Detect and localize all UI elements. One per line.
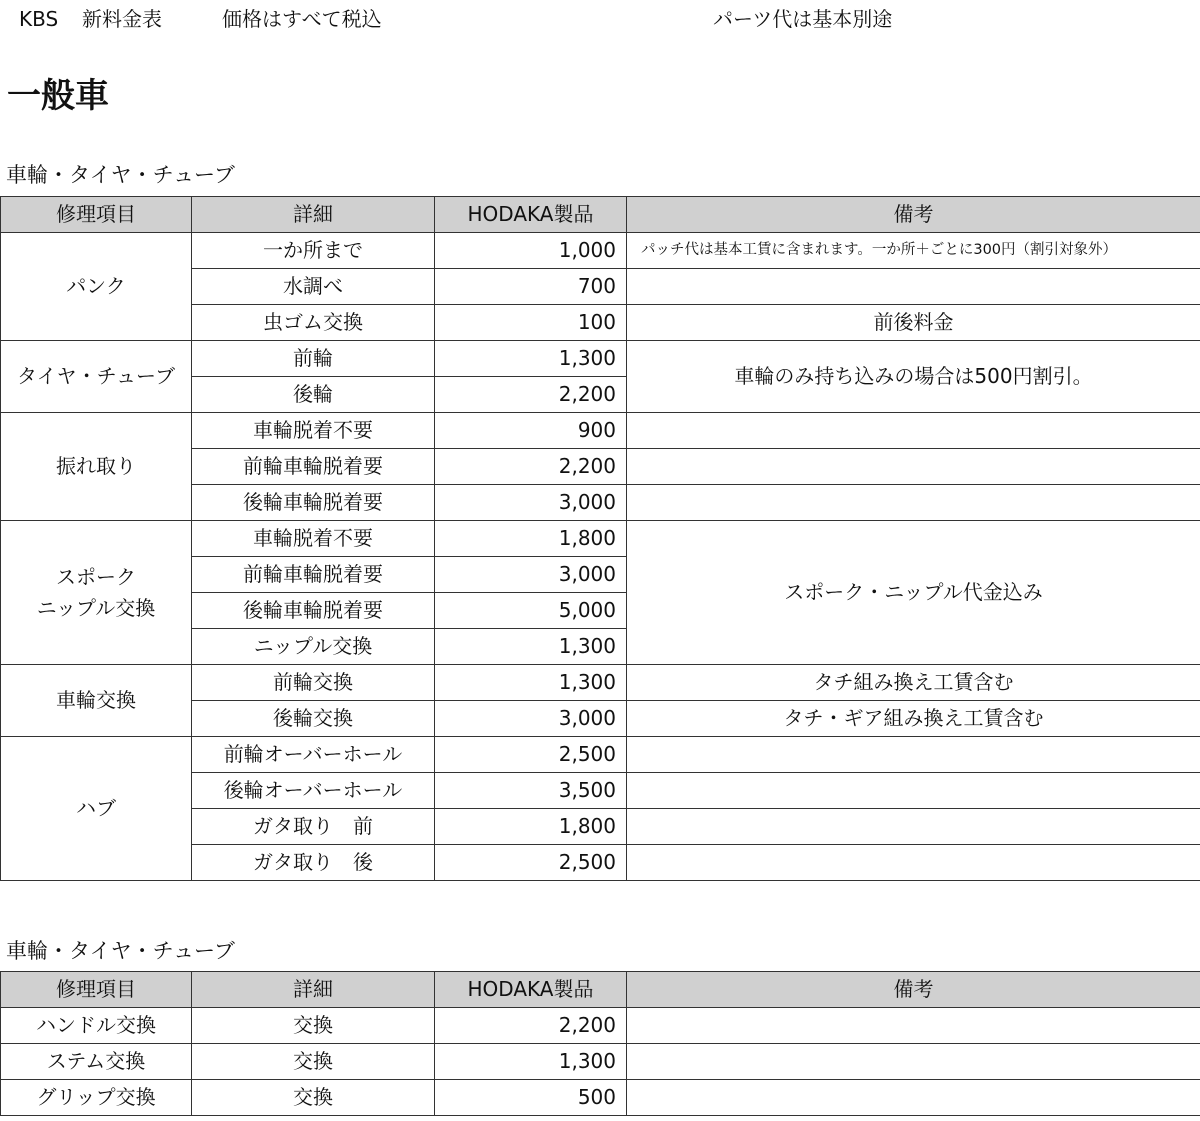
detail-cell: 後輪車輪脱着要 xyxy=(192,485,435,521)
price-cell: 1,300 xyxy=(435,341,627,377)
repair-item-cell xyxy=(1,521,192,665)
tax-note: 価格はすべて税込 xyxy=(222,7,382,31)
price-cell: 100 xyxy=(435,305,627,341)
price-cell: 2,200 xyxy=(435,377,627,413)
detail-cell: 虫ゴム交換 xyxy=(192,305,435,341)
note-cell xyxy=(627,809,1200,845)
detail-cell: 車輪脱着不要 xyxy=(192,521,435,557)
price-cell: 2,500 xyxy=(435,737,627,773)
price-cell: 1,300 xyxy=(435,1044,627,1080)
column-header-item: 修理項目 xyxy=(1,197,192,233)
table-row xyxy=(1,1044,1200,1080)
price-table-handle xyxy=(0,971,1200,1116)
detail-cell: 交換 xyxy=(192,1008,435,1044)
price-cell: 1,000 xyxy=(435,233,627,269)
table-header-row xyxy=(1,972,1200,1008)
repair-item-cell: 車輪交換 xyxy=(1,665,192,737)
price-cell: 1,300 xyxy=(435,665,627,701)
table-row xyxy=(1,521,1200,557)
detail-cell: 交換 xyxy=(192,1080,435,1116)
repair-item-cell: パンク xyxy=(1,233,192,341)
column-header-note: 備考 xyxy=(627,972,1200,1008)
detail-cell: 交換 xyxy=(192,1044,435,1080)
note-cell: タチ・ギア組み換え工賃含む xyxy=(627,701,1200,737)
repair-item-cell: ハンドル交換 xyxy=(1,1008,192,1044)
detail-cell: 車輪脱着不要 xyxy=(192,413,435,449)
price-cell: 3,500 xyxy=(435,773,627,809)
detail-cell: 前輪交換 xyxy=(192,665,435,701)
detail-cell: 前輪車輪脱着要 xyxy=(192,449,435,485)
note-cell xyxy=(627,1008,1200,1044)
note-cell: 車輪のみ持ち込みの場合は500円割引。 xyxy=(627,341,1200,413)
price-cell: 2,200 xyxy=(435,449,627,485)
price-cell: 1,800 xyxy=(435,809,627,845)
repair-item-cell: ハブ xyxy=(1,737,192,881)
detail-cell: 前輪車輪脱着要 xyxy=(192,557,435,593)
repair-item-cell: グリップ交換 xyxy=(1,1080,192,1116)
detail-cell: 前輪オーバーホール xyxy=(192,737,435,773)
note-cell xyxy=(627,1044,1200,1080)
column-header-price: HODAKA製品 xyxy=(435,972,627,1008)
detail-cell: 後輪 xyxy=(192,377,435,413)
price-cell: 5,000 xyxy=(435,593,627,629)
column-header-price: HODAKA製品 xyxy=(435,197,627,233)
repair-item-cell: タイヤ・チューブ xyxy=(1,341,192,413)
note-cell: タチ組み換え工賃含む xyxy=(627,665,1200,701)
note-cell xyxy=(627,845,1200,881)
table-row xyxy=(1,665,1200,701)
repair-item-cell: 振れ取り xyxy=(1,413,192,521)
detail-cell: 一か所まで xyxy=(192,233,435,269)
detail-cell: 後輪交換 xyxy=(192,701,435,737)
section-title-wheels: 車輪・タイヤ・チューブ xyxy=(6,163,235,187)
price-cell: 500 xyxy=(435,1080,627,1116)
price-cell: 3,000 xyxy=(435,701,627,737)
table-row xyxy=(1,1080,1200,1116)
table-header-row xyxy=(1,197,1200,233)
detail-cell: ガタ取り 後 xyxy=(192,845,435,881)
note-cell xyxy=(627,485,1200,521)
brand-label: KBS xyxy=(19,7,59,31)
table-row xyxy=(1,341,1200,377)
column-header-detail: 詳細 xyxy=(192,972,435,1008)
price-cell: 1,300 xyxy=(435,629,627,665)
note-cell xyxy=(627,413,1200,449)
header-bar xyxy=(0,4,1200,34)
parts-note: パーツ代は基本別途 xyxy=(713,7,893,31)
detail-cell: 後輪車輪脱着要 xyxy=(192,593,435,629)
detail-cell: 後輪オーバーホール xyxy=(192,773,435,809)
price-cell: 3,000 xyxy=(435,485,627,521)
page-title: 一般車 xyxy=(7,76,109,116)
column-header-item: 修理項目 xyxy=(1,972,192,1008)
detail-cell: 前輪 xyxy=(192,341,435,377)
table-row xyxy=(1,1008,1200,1044)
note-cell xyxy=(627,773,1200,809)
price-table-wheels xyxy=(0,196,1200,881)
note-cell xyxy=(627,269,1200,305)
column-header-note: 備考 xyxy=(627,197,1200,233)
repair-item-line: スポーク xyxy=(56,564,136,589)
note-cell: スポーク・ニップル代金込み xyxy=(627,521,1200,665)
note-cell xyxy=(627,449,1200,485)
price-cell: 2,200 xyxy=(435,1008,627,1044)
header-title: 新料金表 xyxy=(82,7,162,31)
note-cell: 前後料金 xyxy=(627,305,1200,341)
table-row xyxy=(1,233,1200,269)
section-title-handle: 車輪・タイヤ・チューブ xyxy=(6,939,235,963)
repair-item-line: ニップル交換 xyxy=(36,595,156,620)
table-row xyxy=(1,737,1200,773)
table-row xyxy=(1,413,1200,449)
price-cell: 900 xyxy=(435,413,627,449)
detail-cell: 水調べ xyxy=(192,269,435,305)
note-cell xyxy=(627,1080,1200,1116)
note-cell: パッチ代は基本工賃に含まれます。一か所＋ごとに300円（割引対象外） xyxy=(627,233,1200,269)
price-cell: 700 xyxy=(435,269,627,305)
detail-cell: ガタ取り 前 xyxy=(192,809,435,845)
detail-cell: ニップル交換 xyxy=(192,629,435,665)
note-cell xyxy=(627,737,1200,773)
price-cell: 2,500 xyxy=(435,845,627,881)
price-cell: 3,000 xyxy=(435,557,627,593)
repair-item-cell: ステム交換 xyxy=(1,1044,192,1080)
price-cell: 1,800 xyxy=(435,521,627,557)
column-header-detail: 詳細 xyxy=(192,197,435,233)
